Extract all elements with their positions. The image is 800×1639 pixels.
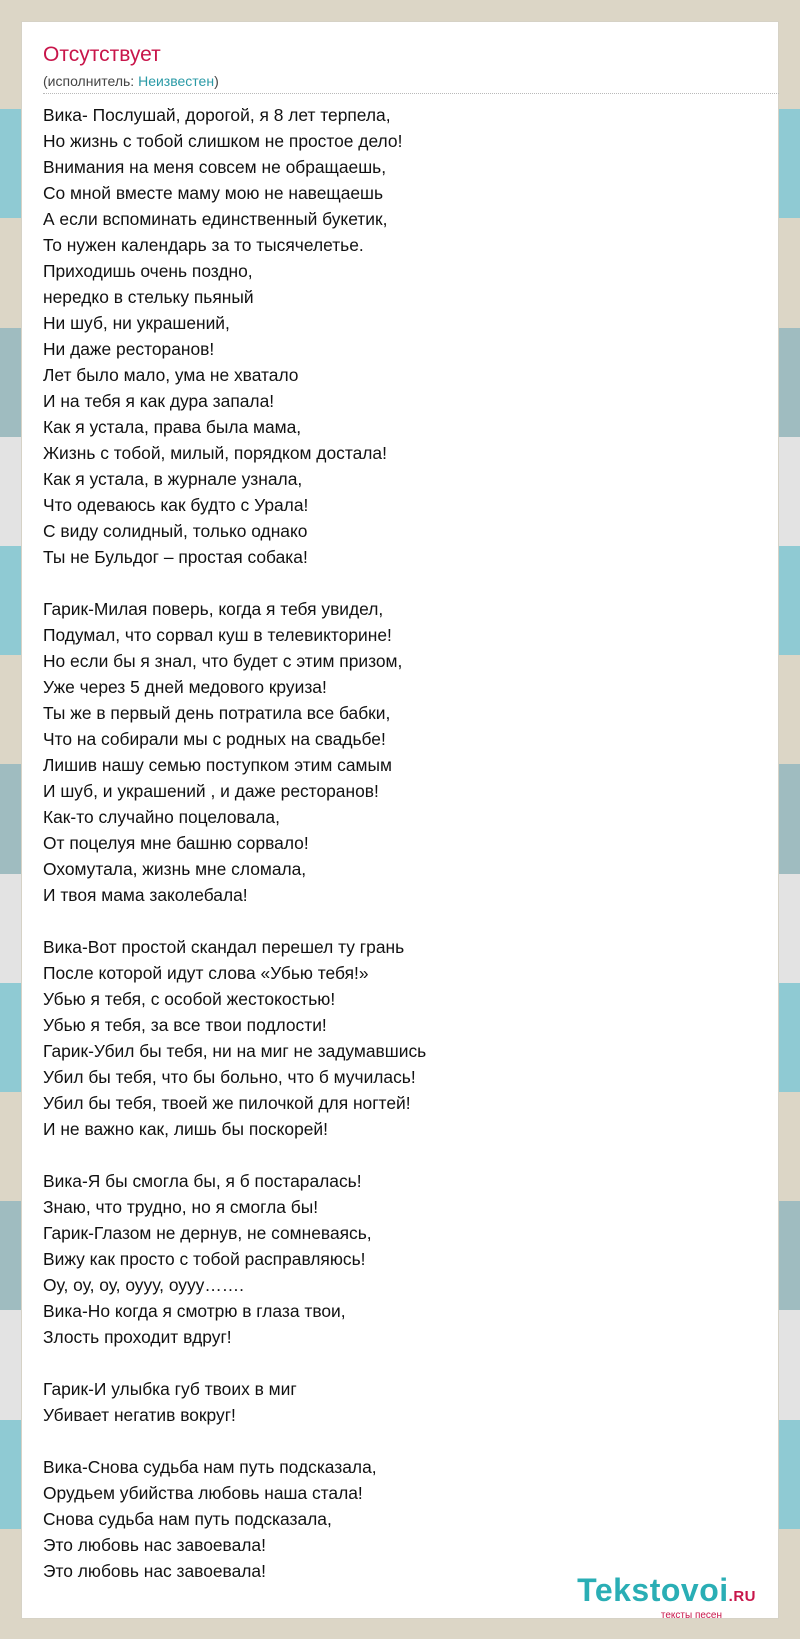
lyric-line: Вика-Но когда я смотрю в глаза твои, [43, 1301, 346, 1321]
site-logo[interactable] [577, 1573, 756, 1621]
stanza-break [43, 1142, 763, 1168]
lyric-line: Приходишь очень поздно, [43, 261, 253, 281]
lyric-line: Это любовь нас завоевала! [43, 1535, 266, 1555]
lyric-line: И на тебя я как дура запала! [43, 391, 275, 411]
lyric-line: Убивает негатив вокруг! [43, 1405, 236, 1425]
lyric-line: С виду солидный, только однако [43, 521, 308, 541]
lyric-line: И твоя мама заколебала! [43, 885, 248, 905]
lyric-line: Жизнь с тобой, милый, порядком достала! [43, 443, 387, 463]
lyric-line: Убил бы тебя, что бы больно, что б мучилась! [43, 1067, 416, 1087]
stanza-break [43, 1428, 763, 1454]
lyric-line: И шуб, и украшений , и даже ресторанов! [43, 781, 379, 801]
lyric-line: Уже через 5 дней медового круиза! [43, 677, 327, 697]
lyric-line: И не важно как, лишь бы поскорей! [43, 1119, 328, 1139]
lyric-line: Оу, оу, оу, оууу, оууу……. [43, 1275, 244, 1295]
logo-name: Tekstovoi [577, 1572, 729, 1608]
lyric-line: Но жизнь с тобой слишком не простое дело! [43, 131, 403, 151]
lyric-line: нередко в стельку пьяный [43, 287, 254, 307]
performer-link[interactable]: Неизвестен [138, 73, 215, 89]
lyric-line: Гарик-Милая поверь, когда я тебя увидел, [43, 599, 384, 619]
lyric-line: Как я устала, в журнале узнала, [43, 469, 303, 489]
lyric-line: Вика-Я бы смогла бы, я б постаралась! [43, 1171, 362, 1191]
stanza-break [43, 908, 763, 934]
logo-tld: .RU [728, 1588, 756, 1605]
lyric-line: Убью я тебя, с особой жестокостью! [43, 989, 336, 1009]
lyric-line: Со мной вместе маму мою не навещаешь [43, 183, 384, 203]
lyric-line: Ни даже ресторанов! [43, 339, 215, 359]
lyric-line: После которой идут слова «Убью тебя!» [43, 963, 369, 983]
lyric-line: Внимания на меня совсем не обращаешь, [43, 157, 387, 177]
lyric-line: Знаю, что трудно, но я смогла бы! [43, 1197, 319, 1217]
lyric-line: Это любовь нас завоевала! [43, 1561, 266, 1581]
lyric-line: Как-то случайно поцеловала, [43, 807, 280, 827]
lyric-line: А если вспоминать единственный букетик, [43, 209, 388, 229]
lyric-line: Охомутала, жизнь мне сломала, [43, 859, 307, 879]
lyric-line: Вижу как просто с тобой расправляюсь! [43, 1249, 366, 1269]
lyric-line: Что на собирали мы с родных на свадьбе! [43, 729, 386, 749]
song-title[interactable]: Отсутствует [43, 43, 161, 66]
lyric-line: Вика-Вот простой скандал перешел ту грань [43, 937, 405, 957]
lyric-line: От поцелуя мне башню сорвало! [43, 833, 309, 853]
lyric-line: Ты не Бульдог – простая собака! [43, 547, 308, 567]
performer-line [43, 73, 219, 89]
performer-prefix: (исполнитель: [43, 73, 139, 89]
logo-tagline: тексты песен [660, 1610, 722, 1621]
performer-suffix: ) [214, 73, 219, 89]
lyrics-card [21, 21, 779, 1619]
lyric-line: Гарик-Убил бы тебя, ни на миг не задумавшись [43, 1041, 427, 1061]
lyric-line: Ни шуб, ни украшений, [43, 313, 230, 333]
lyric-line: Что одеваюсь как будто с Урала! [43, 495, 309, 515]
title-divider [43, 93, 779, 94]
lyric-line: Лет было мало, ума не хватало [43, 365, 299, 385]
logo-wordmark [577, 1573, 756, 1614]
lyric-line: Убью я тебя, за все твои подлости! [43, 1015, 327, 1035]
lyrics-text [43, 102, 763, 1584]
lyric-line: Вика-Снова судьба нам путь подсказала, [43, 1457, 377, 1477]
lyric-line: Убил бы тебя, твоей же пилочкой для ногтей! [43, 1093, 411, 1113]
stanza-break [43, 1350, 763, 1376]
lyric-line: Орудьем убийства любовь наша стала! [43, 1483, 363, 1503]
lyric-line: Как я устала, права была мама, [43, 417, 302, 437]
lyric-line: Гарик-И улыбка губ твоих в миг [43, 1379, 297, 1399]
lyric-line: Ты же в первый день потратила все бабки, [43, 703, 391, 723]
lyric-line: Снова судьба нам путь подсказала, [43, 1509, 332, 1529]
lyric-line: То нужен календарь за то тысячелетье. [43, 235, 364, 255]
lyric-line: Но если бы я знал, что будет с этим призом, [43, 651, 403, 671]
lyric-line: Гарик-Глазом не дернув, не сомневаясь, [43, 1223, 372, 1243]
stanza-break [43, 570, 763, 596]
lyric-line: Вика- Послушай, дорогой, я 8 лет терпела, [43, 105, 391, 125]
lyric-line: Злость проходит вдруг! [43, 1327, 232, 1347]
lyric-line: Подумал, что сорвал куш в телевикторине! [43, 625, 392, 645]
lyric-line: Лишив нашу семью поступком этим самым [43, 755, 392, 775]
